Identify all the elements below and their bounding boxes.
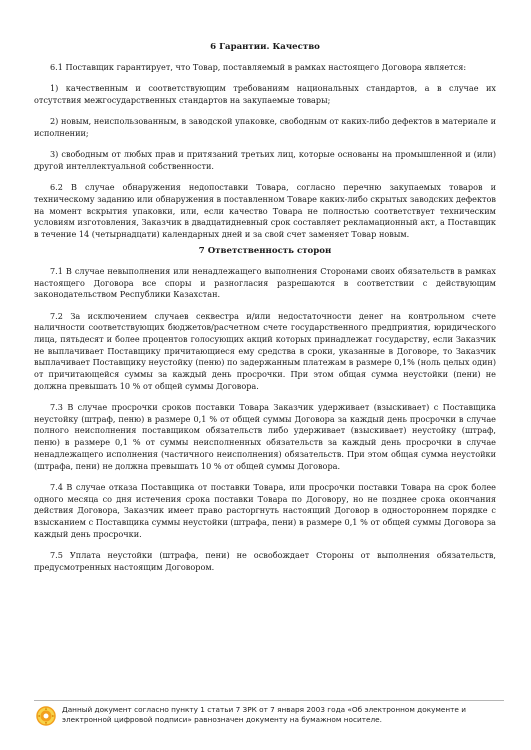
- paragraph-6-1-item-2: 2) новым, неиспользованным, в заводской упаковке, свободным от каких-либо дефектов в материале и исполнении;: [34, 116, 496, 138]
- document-body: [34, 42, 496, 583]
- section-6-heading: 6 Гарантии. Качество: [210, 42, 320, 52]
- paragraph-7-3: 7.3 В случае просрочки сроков поставки Товара Заказчик удерживает (взыскивает) с Поставщика неустойку (штраф, пеню) в размере 0,1 % от общей суммы Договора за каждый день просрочки в случае полного неисполнения поставщиком обязательств либо удерживает (взыскивает) неустойку (штраф, пеню) в размере 0,1 % от суммы неисполненных обязательств за каждый день просрочки в случае ненадлежащего исполнения (частичного неисполнения) обязательств. При этом общая сумма неустойки (штрафа, пени) не должна превышать 10 % от общей суммы Договора.: [34, 402, 496, 471]
- paragraph-7-2: 7.2 За исключением случаев секвестра и/или недостаточности денег на контрольном счете наличности соответствующих бюджетов/расчетном счете государственного предприятия, юридического лица, пятьдесят и более процентов голосующих акций которых принадлежат государству, если Заказчик не выплачивает Поставщику причитающиеся ему средства в сроки, указанные в Договоре, то Заказчик выплачивает Поставщику неустойку (пеню) по задержанным платежам в размере 0,1% (ноль целых один) от причитающейся суммы за каждый день просрочки. При этом общая сумма неустойки (пени) не должна превышать 10 % от общей суммы Договора.: [34, 310, 496, 391]
- paragraph-7-1: 7.1 В случае невыполнения или ненадлежащего выполнения Сторонами своих обязательств в рамках настоящего Договора все споры и разногласия разрешаются в соответствии с действующим законодательством Республики Казахстан.: [34, 265, 496, 300]
- document-footer: [34, 700, 504, 724]
- paragraph-7-4: 7.4 В случае отказа Поставщика от поставки Товара, или просрочки поставки Товара на срок более одного месяца со дня истечения срока поставки Товара по Договору, но не позднее срока окончания действия Договора, Заказчик имеет право расторгнуть настоящий Договор в одностороннем порядке с взысканием с Поставщика суммы неустойки (штрафа, пени) в размере 0,1 % от общей суммы Договора за каждый день просрочки.: [34, 481, 496, 539]
- paragraph-6-2: 6.2 В случае обнаружения недопоставки Товара, согласно перечню закупаемых товаров и техническому заданию или обнаружения в поставленном Товаре каких-либо скрытых заводских дефектов на момент вскрытия упаковки, или, если качество Товара не полностью соответствует техническим условиям изготовления, Заказчик в двадцатидневный срок составляет рекламационный акт, а Поставщик в течение 14 (четырнадцати) календарных дней и за свой счет заменяет Товар новым.: [34, 182, 496, 240]
- footer-legal-notice: Данный документ согласно пункту 1 статьи 7 ЗРК от 7 января 2003 года «Об электронном документе и электронной цифровой подписи» равнозначен документу на бумажном носителе.: [62, 705, 466, 724]
- section-7-heading: 7 Ответственность сторон: [198, 245, 332, 256]
- paragraph-6-1: 6.1 Поставщик гарантирует, что Товар, поставляемый в рамках настоящего Договора является:: [50, 62, 467, 72]
- egov-seal-icon: [36, 706, 56, 726]
- paragraph-6-1-item-1: 1) качественным и соответствующим требованиям национальных стандартов, а в случае их отсутствия межгосударственных стандартов на закупаемые товары;: [34, 83, 496, 105]
- paragraph-7-5: 7.5 Уплата неустойки (штрафа, пени) не освобождает Стороны от выполнения обязательств, предусмотренных настоящим Договором.: [34, 549, 496, 572]
- paragraph-6-1-item-3: 3) свободным от любых прав и притязаний третьих лиц, которые основаны на промышленной и (или) другой интеллектуальной собственности.: [34, 149, 496, 171]
